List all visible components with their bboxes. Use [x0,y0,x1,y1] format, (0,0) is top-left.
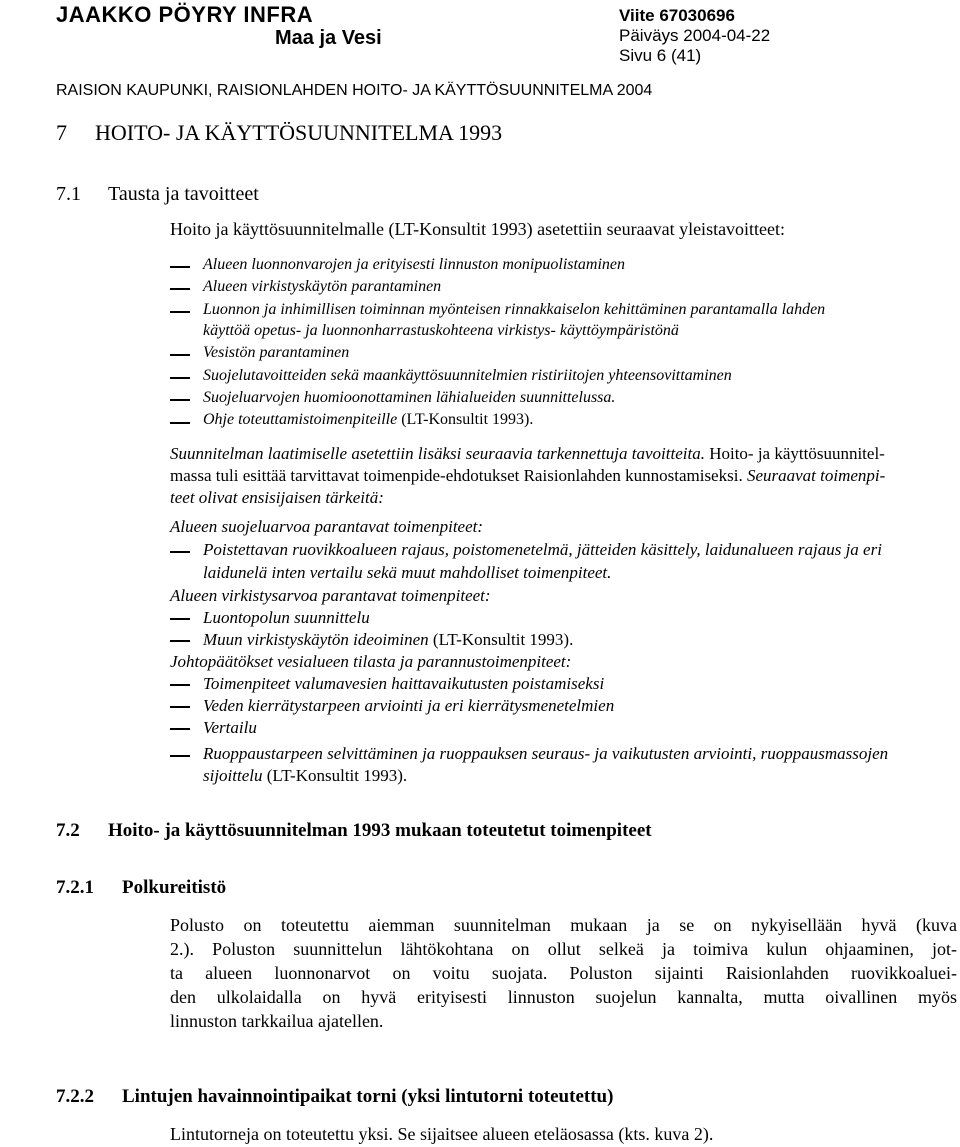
section-7-1-number: 7.1 [56,183,81,205]
bullet-dash [170,266,190,268]
list-item: Luonnon ja inhimillisen toiminnan myönteisen rinnakkaiselon kehittäminen parantamalla lahden [203,301,826,318]
list-item-text: Ohje toteuttamistoimenpiteille [203,411,398,428]
list-item [203,630,573,650]
page-number: Sivu 6 (41) [619,46,702,65]
paragraph-line: 2.). Poluston suunnittelun lähtökohtana on ollut selkeä ja toimiva kulun ohjaaminen, jot- [170,939,957,959]
section-7-2-1-title: Polkureitistö [122,877,227,898]
bullet-dash [170,618,190,620]
paragraph-text: Suunnitelman laatimiselle asetettiin lisäksi seuraavia tarkennettuja tavoitteita. [170,444,705,463]
section-7-number: 7 [56,120,67,145]
list-item: Suojeluarvojen huomioonottaminen lähialueiden suunnittelussa. [203,389,616,406]
bullet-dash [170,755,190,757]
list-item-continuation: käyttöä opetus- ja luonnonharrastuskohteena virkistys- käyttöympäristönä [203,322,679,339]
section-7-2-number: 7.2 [56,820,80,841]
document-date: Päiväys 2004-04-22 [619,26,771,45]
group-title: Johtopäätökset vesialueen tilasta ja parannustoimenpiteet: [170,652,572,671]
list-item: Vesistön parantaminen [203,344,350,361]
list-item-text: sijoittelu [203,766,263,785]
citation: (LT-Konsultit 1993). [266,766,408,785]
section-7-2-1-paragraph [170,915,957,1035]
bullet-dash [170,311,190,313]
citation: (LT-Konsultit 1993). [401,411,534,428]
bullet-dash [170,640,190,642]
paragraph-line: den ulkolaidalla on hyvä erityisesti linnuston suojelun kannalta, mutta oivallinen myös [170,987,957,1007]
section-7-2-2-text: Lintutorneja on toteutettu yksi. Se sijaitsee alueen eteläosassa (kts. kuva 2). [170,1124,714,1144]
bullet-dash [170,354,190,356]
document-reference: Viite 67030696 [619,6,735,25]
company-logo: JAAKKO PÖYRY INFRA [56,2,314,27]
list-item-continuation [203,766,407,786]
list-item: Vertailu [203,718,257,737]
section-7-1-title: Tausta ja tavoitteet [108,183,259,205]
section-7-2-title: Hoito- ja käyttösuunnitelman 1993 mukaan toteutetut toimenpiteet [108,820,652,841]
list-item-continuation: laidunelä inten vertailu sekä muut mahdolliset toimenpiteet. [203,563,612,582]
list-item-text: Muun virkistyskäytön ideoiminen [203,630,429,649]
paragraph-line: Polusto on toteutettu aiemman suunnitelman mukaan ja se on nykyisellään hyvä (kuva [170,915,957,935]
bullet-dash [170,399,190,401]
section-7-2-2-number: 7.2.2 [56,1086,94,1107]
list-item: Suojelutavoitteiden sekä maankäyttösuunnitelmien ristiriitojen yhteensovittaminen [203,367,732,384]
running-title: RAISION KAUPUNKI, RAISIONLAHDEN HOITO- JA KÄYTTÖSUUNNITELMA 2004 [56,82,653,99]
bullet-dash [170,422,190,424]
paragraph-text: massa tuli esittää tarvittavat toimenpide-ehdotukset Raisionlahden kunnostamiseksi. [170,466,743,485]
bullet-dash [170,288,190,290]
group-title: Alueen virkistysarvoa parantavat toimenpiteet: [170,586,491,605]
paragraph-text: Seuraavat toimenpi- [746,466,886,485]
paragraph-line [170,444,885,464]
section-7-2-1-number: 7.2.1 [56,877,94,898]
bullet-dash [170,551,190,553]
bullet-dash [170,684,190,686]
paragraph-line: linnuston tarkkailua ajatellen. [170,1011,384,1031]
list-item: Alueen virkistyskäytön parantaminen [203,278,442,295]
group-title: Alueen suojeluarvoa parantavat toimenpiteet: [170,517,484,536]
section-7-2-2-title: Lintujen havainnointipaikat torni (yksi lintutorni toteutettu) [122,1086,614,1107]
list-item: Alueen luonnonvarojen ja erityisesti linnuston monipuolistaminen [203,256,626,273]
list-item: Veden kierrätystarpeen arviointi ja eri kierrätysmenetelmien [203,696,615,715]
list-item: Poistettavan ruovikkoalueen rajaus, poistomenetelmä, jätteiden käsittely, laidunalueen rajaus ja eri [203,540,882,559]
list-item: Ruoppaustarpeen selvittäminen ja ruoppauksen seuraus- ja vaikutusten arviointi, ruoppausmassojen [203,744,889,763]
bullet-dash [170,377,190,379]
list-item: Luontopolun suunnittelu [203,608,370,627]
paragraph-line: teet olivat ensisijaisen tärkeitä: [170,488,384,507]
paragraph-line [170,466,885,486]
list-item [203,411,533,429]
bullet-dash [170,706,190,708]
paragraph-line: ta alueen luonnonarvot on voitu suojata. Poluston sijainti Raisionlahden ruovikkoaluei- [170,963,957,983]
company-logo-subtitle: Maa ja Vesi [275,27,382,49]
section-7-title: HOITO- JA KÄYTTÖSUUNNITELMA 1993 [95,120,503,145]
section-7-1-intro: Hoito ja käyttösuunnitelmalle (LT-Konsultit 1993) asetettiin seuraavat yleistavoitteet: [170,219,786,239]
list-item: Toimenpiteet valumavesien haittavaikutusten poistamiseksi [203,674,605,693]
paragraph-text: Hoito- ja käyttösuunnitel- [709,444,885,463]
citation: (LT-Konsultit 1993). [432,630,574,649]
bullet-dash [170,728,190,730]
